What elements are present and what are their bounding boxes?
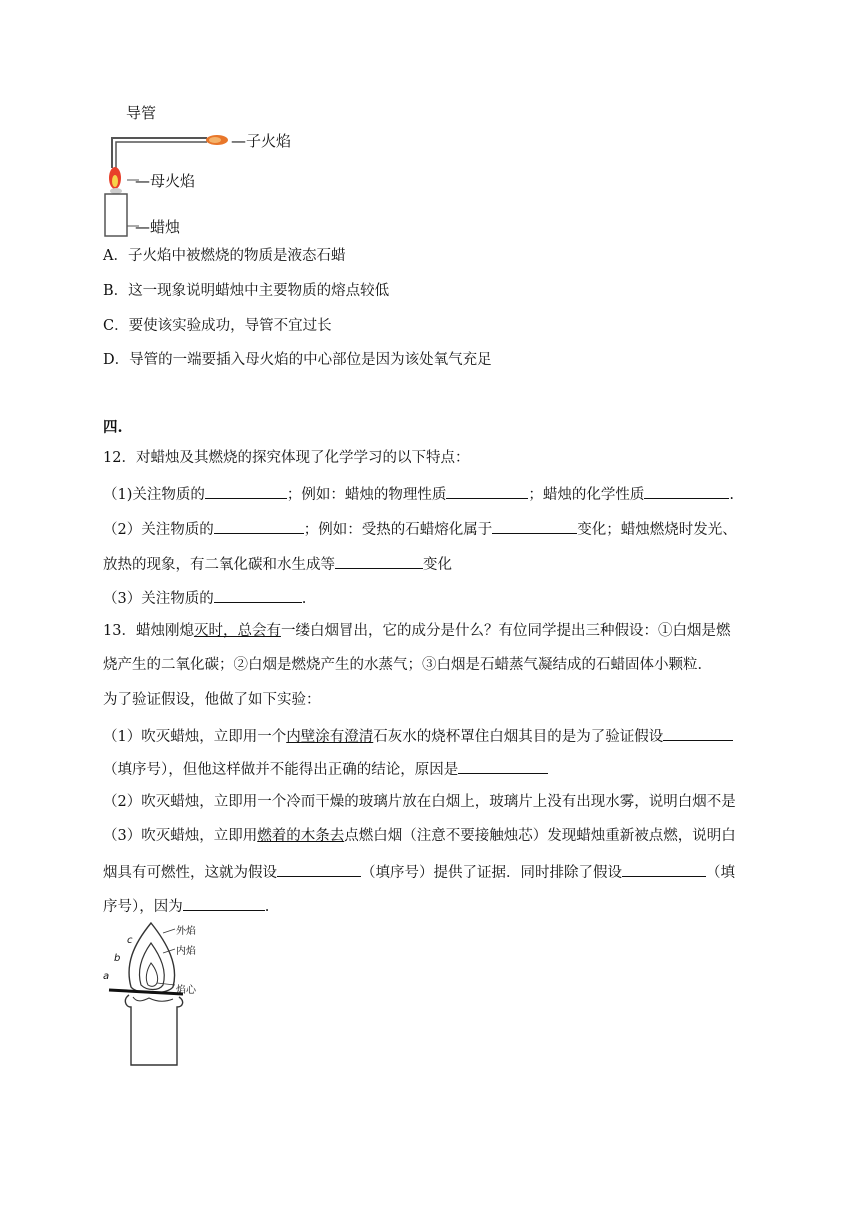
q12-p3-b: .	[301, 591, 307, 607]
answer-blank[interactable]	[214, 518, 304, 534]
q13-e1-underlined: 内壁涂有澄清	[286, 729, 374, 745]
q12-p1-d: .	[729, 487, 734, 503]
option-d: D．导管的一端要插入母火焰的中心部位是因为该处氧气充足	[103, 352, 492, 368]
label-b: b	[114, 953, 121, 964]
flame-structure-diagram	[103, 915, 213, 1070]
answer-blank[interactable]	[622, 861, 706, 877]
label-candle: —蜡烛	[135, 218, 181, 236]
q13-l1-underlined: 灭时，总会有	[193, 623, 281, 639]
q13-e1-line2-a: （填序号），但他这样做并不能得出正确的结论，原因是	[103, 762, 459, 778]
answer-blank[interactable]	[644, 483, 729, 499]
q13-e3-line3-a: 序号），因为	[103, 899, 183, 915]
q12-p3-a: （3）关注物质的	[103, 591, 214, 607]
label-tube: 导管	[126, 104, 157, 122]
q13-e1-a: （1）吹灭蜡烛，立即用一个	[103, 729, 287, 745]
label-flame-core: 焰心	[176, 985, 196, 996]
figure-flame-structure	[103, 915, 213, 1070]
q12-p1-a: （1)关注物质的	[103, 487, 205, 503]
q12-p1-c: ；蜡烛的化学性质	[528, 487, 645, 503]
answer-blank[interactable]	[214, 587, 302, 603]
answer-blank[interactable]	[335, 553, 423, 569]
label-child-flame: —子火焰	[231, 132, 292, 150]
label-c: c	[127, 935, 133, 946]
label-mother-flame: —母火焰	[135, 172, 196, 190]
q12-p2-b: ；例如：受热的石蜡熔化属于	[303, 522, 493, 538]
q12-p2-line2-b: 变化	[423, 557, 452, 573]
q13-line2: 烧产生的二氧化碳；②白烟是燃烧产生的水蒸气；③白烟是石蜡蒸气凝结成的石蜡固体小颗粒．	[103, 657, 712, 673]
q13-e3-underlined: 燃着的木条去	[257, 828, 345, 844]
q13-e3-line2-c: （填	[706, 865, 735, 881]
q12-p2-a: （2）关注物质的	[103, 522, 214, 538]
section-heading: 四.	[103, 419, 123, 436]
q13-exp2: （2）吹灭蜡烛，立即用一个冷而干燥的玻璃片放在白烟上，玻璃片上没有出现水雾，说明白烟不是	[103, 794, 736, 810]
label-inner-flame: 内焰	[176, 946, 196, 957]
answer-blank[interactable]	[277, 861, 361, 877]
option-b: B．这一现象说明蜡烛中主要物质的熔点较低	[103, 283, 390, 299]
answer-blank[interactable]	[663, 725, 733, 741]
q13-e1-b: 石灰水的烧杯罩住白烟其目的是为了验证假设	[373, 729, 664, 745]
q12-part2-cont	[103, 553, 452, 575]
q12-part1	[103, 483, 734, 505]
q12-stem: 12．对蜡烛及其燃烧的探究体现了化学学习的以下特点：	[103, 450, 470, 466]
answer-blank[interactable]	[446, 483, 528, 499]
q13-exp3	[103, 826, 736, 846]
q13-e3-line2-b: （填序号）提供了证据．同时排除了假设	[361, 865, 622, 881]
q12-part2	[103, 518, 737, 540]
answer-blank[interactable]	[205, 483, 287, 499]
q13-line1	[103, 621, 730, 641]
figure-candle-tube	[95, 98, 310, 238]
q13-e3-b: 点燃白烟（注意不要接触烛芯）发现蜡烛重新被点燃，说明白	[344, 828, 736, 844]
q13-line3: 为了验证假设，他做了如下实验：	[103, 692, 321, 708]
option-a: A．子火焰中被燃烧的物质是液态石蜡	[103, 248, 346, 264]
q12-p1-b: ；例如：蜡烛的物理性质	[286, 487, 447, 503]
answer-blank[interactable]	[183, 895, 265, 911]
answer-blank[interactable]	[458, 758, 548, 774]
q13-exp1-cont	[103, 758, 548, 780]
q13-l1-b: 一缕白烟冒出，它的成分是什么？有位同学提出三种假设：①白烟是燃	[280, 623, 731, 639]
q13-exp1	[103, 725, 733, 747]
q13-exp3-cont2	[103, 895, 269, 917]
q12-p2-line2-a: 放热的现象，有二氧化碳和水生成等	[103, 557, 335, 573]
q12-p2-c: 变化；蜡烛燃烧时发光、	[577, 522, 737, 538]
label-a: a	[103, 971, 110, 982]
answer-blank[interactable]	[492, 518, 577, 534]
q13-l1-a: 13．蜡烛刚熄	[103, 623, 194, 639]
option-c: C．要使该实验成功，导管不宜过长	[103, 318, 332, 334]
q13-exp3-cont	[103, 861, 735, 883]
q13-e3-a: （3）吹灭蜡烛，立即用	[103, 828, 258, 844]
q13-e3-line3-b: .	[264, 899, 270, 915]
q12-part3	[103, 587, 306, 609]
label-outer-flame: 外焰	[176, 926, 196, 937]
q13-e3-line2-a: 烟具有可燃性，这就为假设	[103, 865, 277, 881]
